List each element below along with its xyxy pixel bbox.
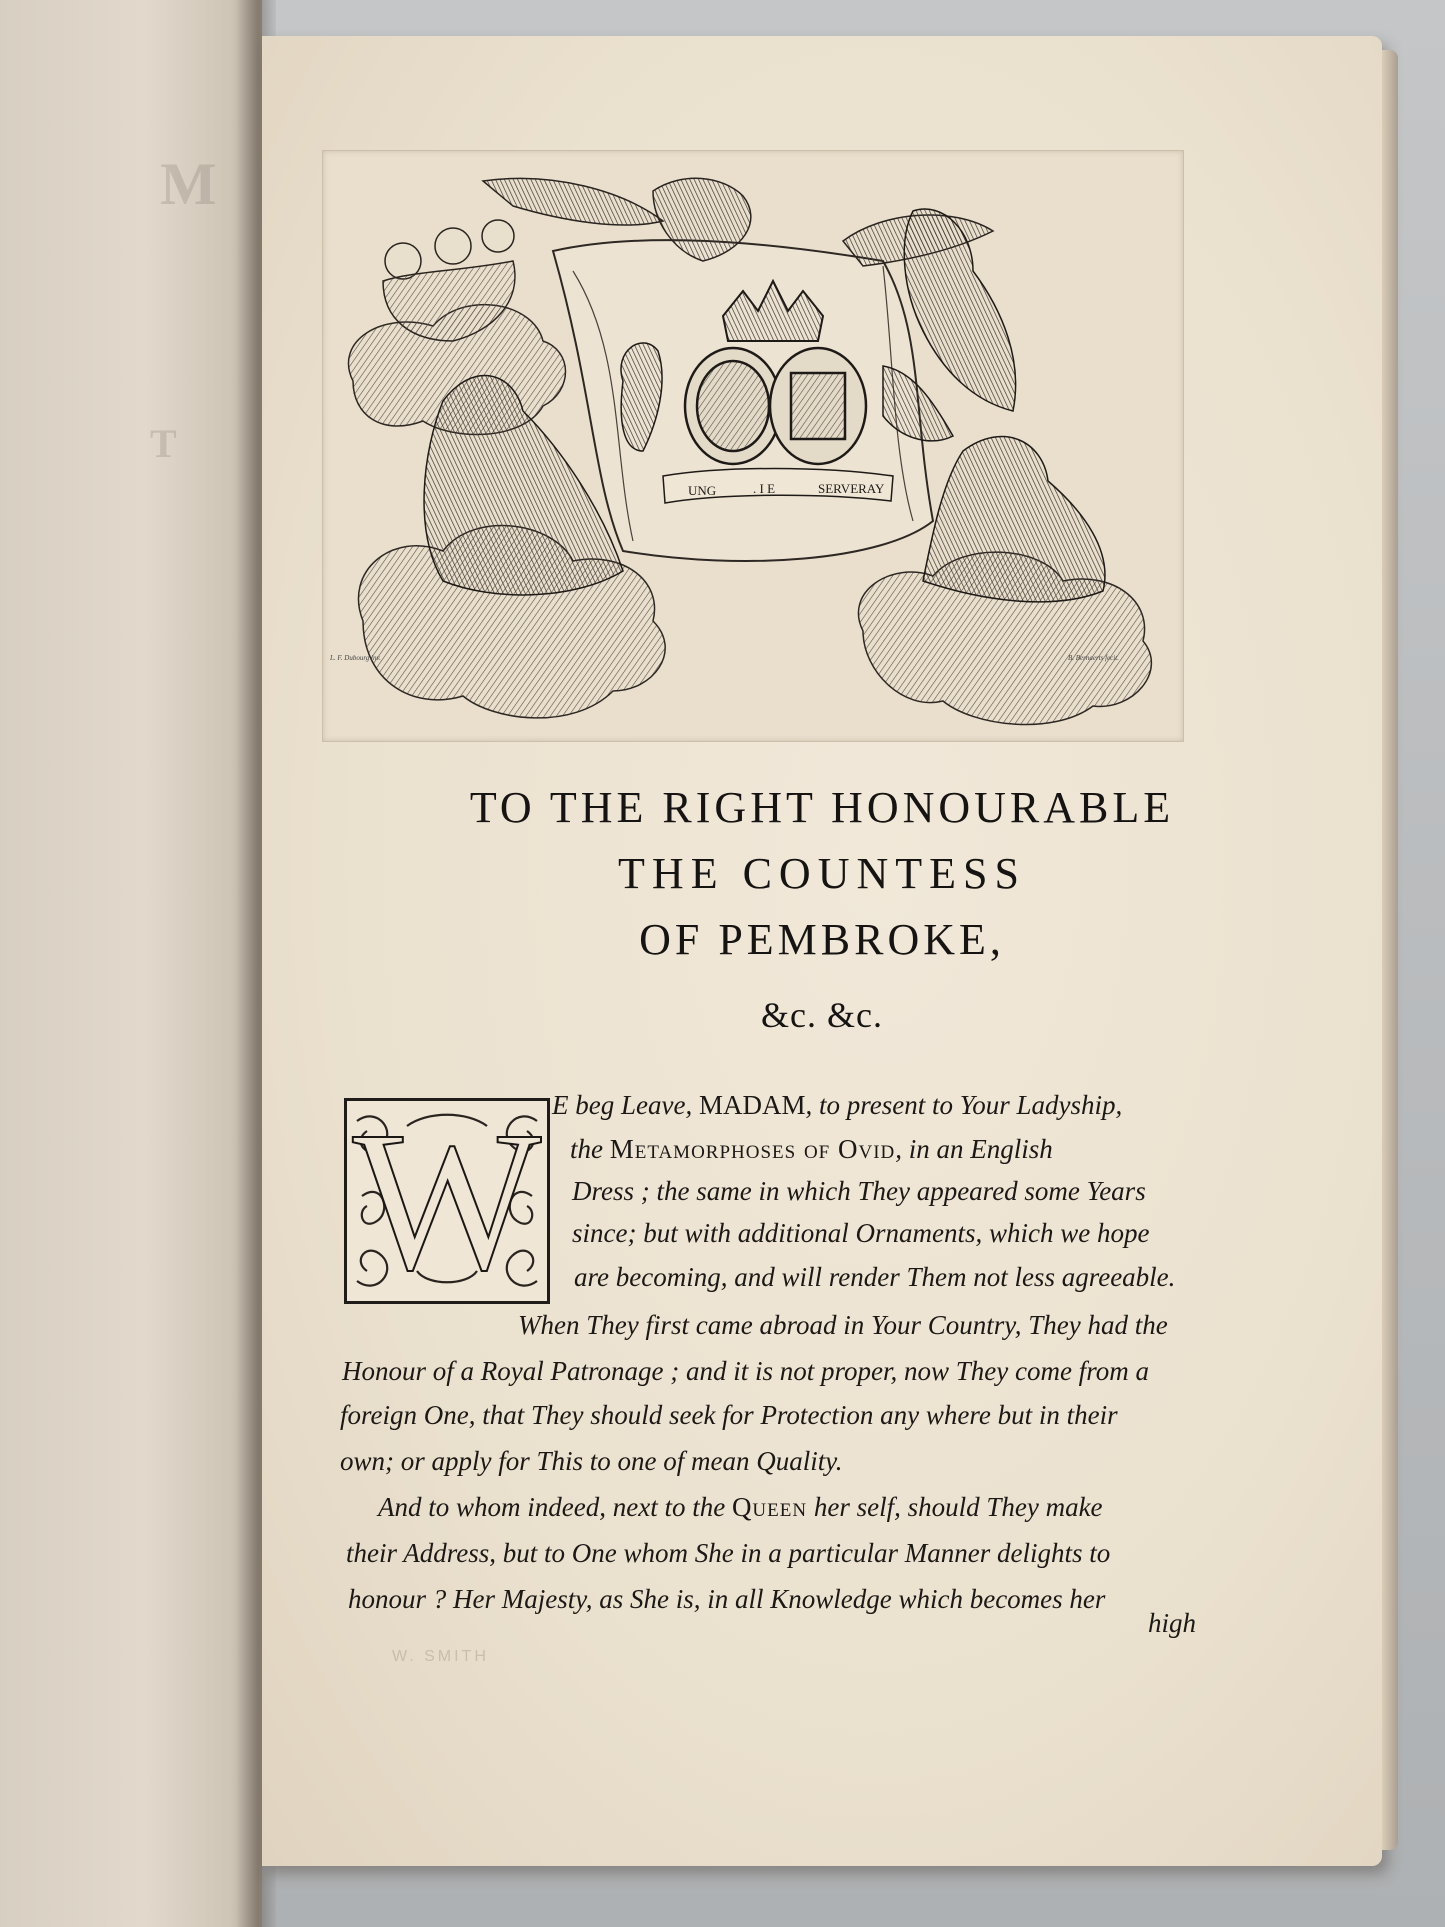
body-line-3: Dress ; the same in which They appeared some Years <box>572 1176 1146 1206</box>
body-line-8: foreign One, that They should seek for Protection any where but in their <box>340 1400 1118 1430</box>
plate-credit-engraver: B. Bernaerts fecit. <box>1068 654 1119 662</box>
motto-word-2: . I E <box>753 481 776 496</box>
dedication-title-line-3: OF PEMBROKE, <box>639 915 1005 964</box>
text-span: And to whom indeed, next to the <box>378 1492 732 1522</box>
dedication-title-etc: &c. &c. <box>761 995 883 1035</box>
decorated-initial <box>344 1091 550 1312</box>
text-span: the <box>570 1134 610 1164</box>
left-facing-page <box>0 0 262 1927</box>
text-span: E beg Leave, <box>552 1090 699 1120</box>
body-line-5: are becoming, and will render Them not less agreeable. <box>574 1262 1176 1292</box>
motto-word-1: UNG <box>688 483 717 498</box>
text-span-queen: Queen <box>731 1492 808 1522</box>
text-span: , to present to Your Ladyship, <box>805 1090 1123 1120</box>
engraved-headpiece <box>322 150 1184 742</box>
dedication-title-line-1: TO THE RIGHT HONOURABLE <box>469 783 1175 832</box>
show-through-letters: M <box>160 151 217 217</box>
text-span: , in an English <box>895 1134 1053 1164</box>
body-line-10 <box>378 1492 1103 1523</box>
show-through-letters: T <box>150 421 177 466</box>
body-line-6: When They first came abroad in Your Country, They had the <box>518 1310 1168 1340</box>
body-line-12: honour ? Her Majesty, as She is, in all Knowledge which becomes her <box>348 1584 1106 1614</box>
motto-word-3: SERVERAY <box>818 481 885 496</box>
plate-credit-inventor: L. F. Dubourg inv. <box>330 654 381 662</box>
text-span-work-title: Metamorphoses of Ovid <box>609 1134 896 1164</box>
catchword: high <box>1148 1608 1197 1638</box>
page-edge <box>1382 50 1398 1850</box>
initial-letter: W <box>352 1091 542 1312</box>
body-line-2 <box>570 1134 1053 1165</box>
text-span: her self, should They make <box>807 1492 1103 1522</box>
body-line-9: own; or apply for This to one of mean Quality. <box>340 1446 843 1476</box>
body-line-11: their Address, but to One whom She in a particular Manner delights to <box>346 1538 1111 1568</box>
stamp-show-through: W. SMITH <box>392 1648 489 1665</box>
text-span-madam: MADAM <box>698 1090 806 1120</box>
body-line-7: Honour of a Royal Patronage ; and it is not proper, now They come from a <box>342 1356 1149 1386</box>
dedication-title-line-2: THE COUNTESS <box>618 849 1026 898</box>
engraving-illustration <box>323 151 1183 741</box>
body-line-4: since; but with additional Ornaments, which we hope <box>572 1218 1150 1248</box>
body-line-1 <box>552 1090 1122 1121</box>
